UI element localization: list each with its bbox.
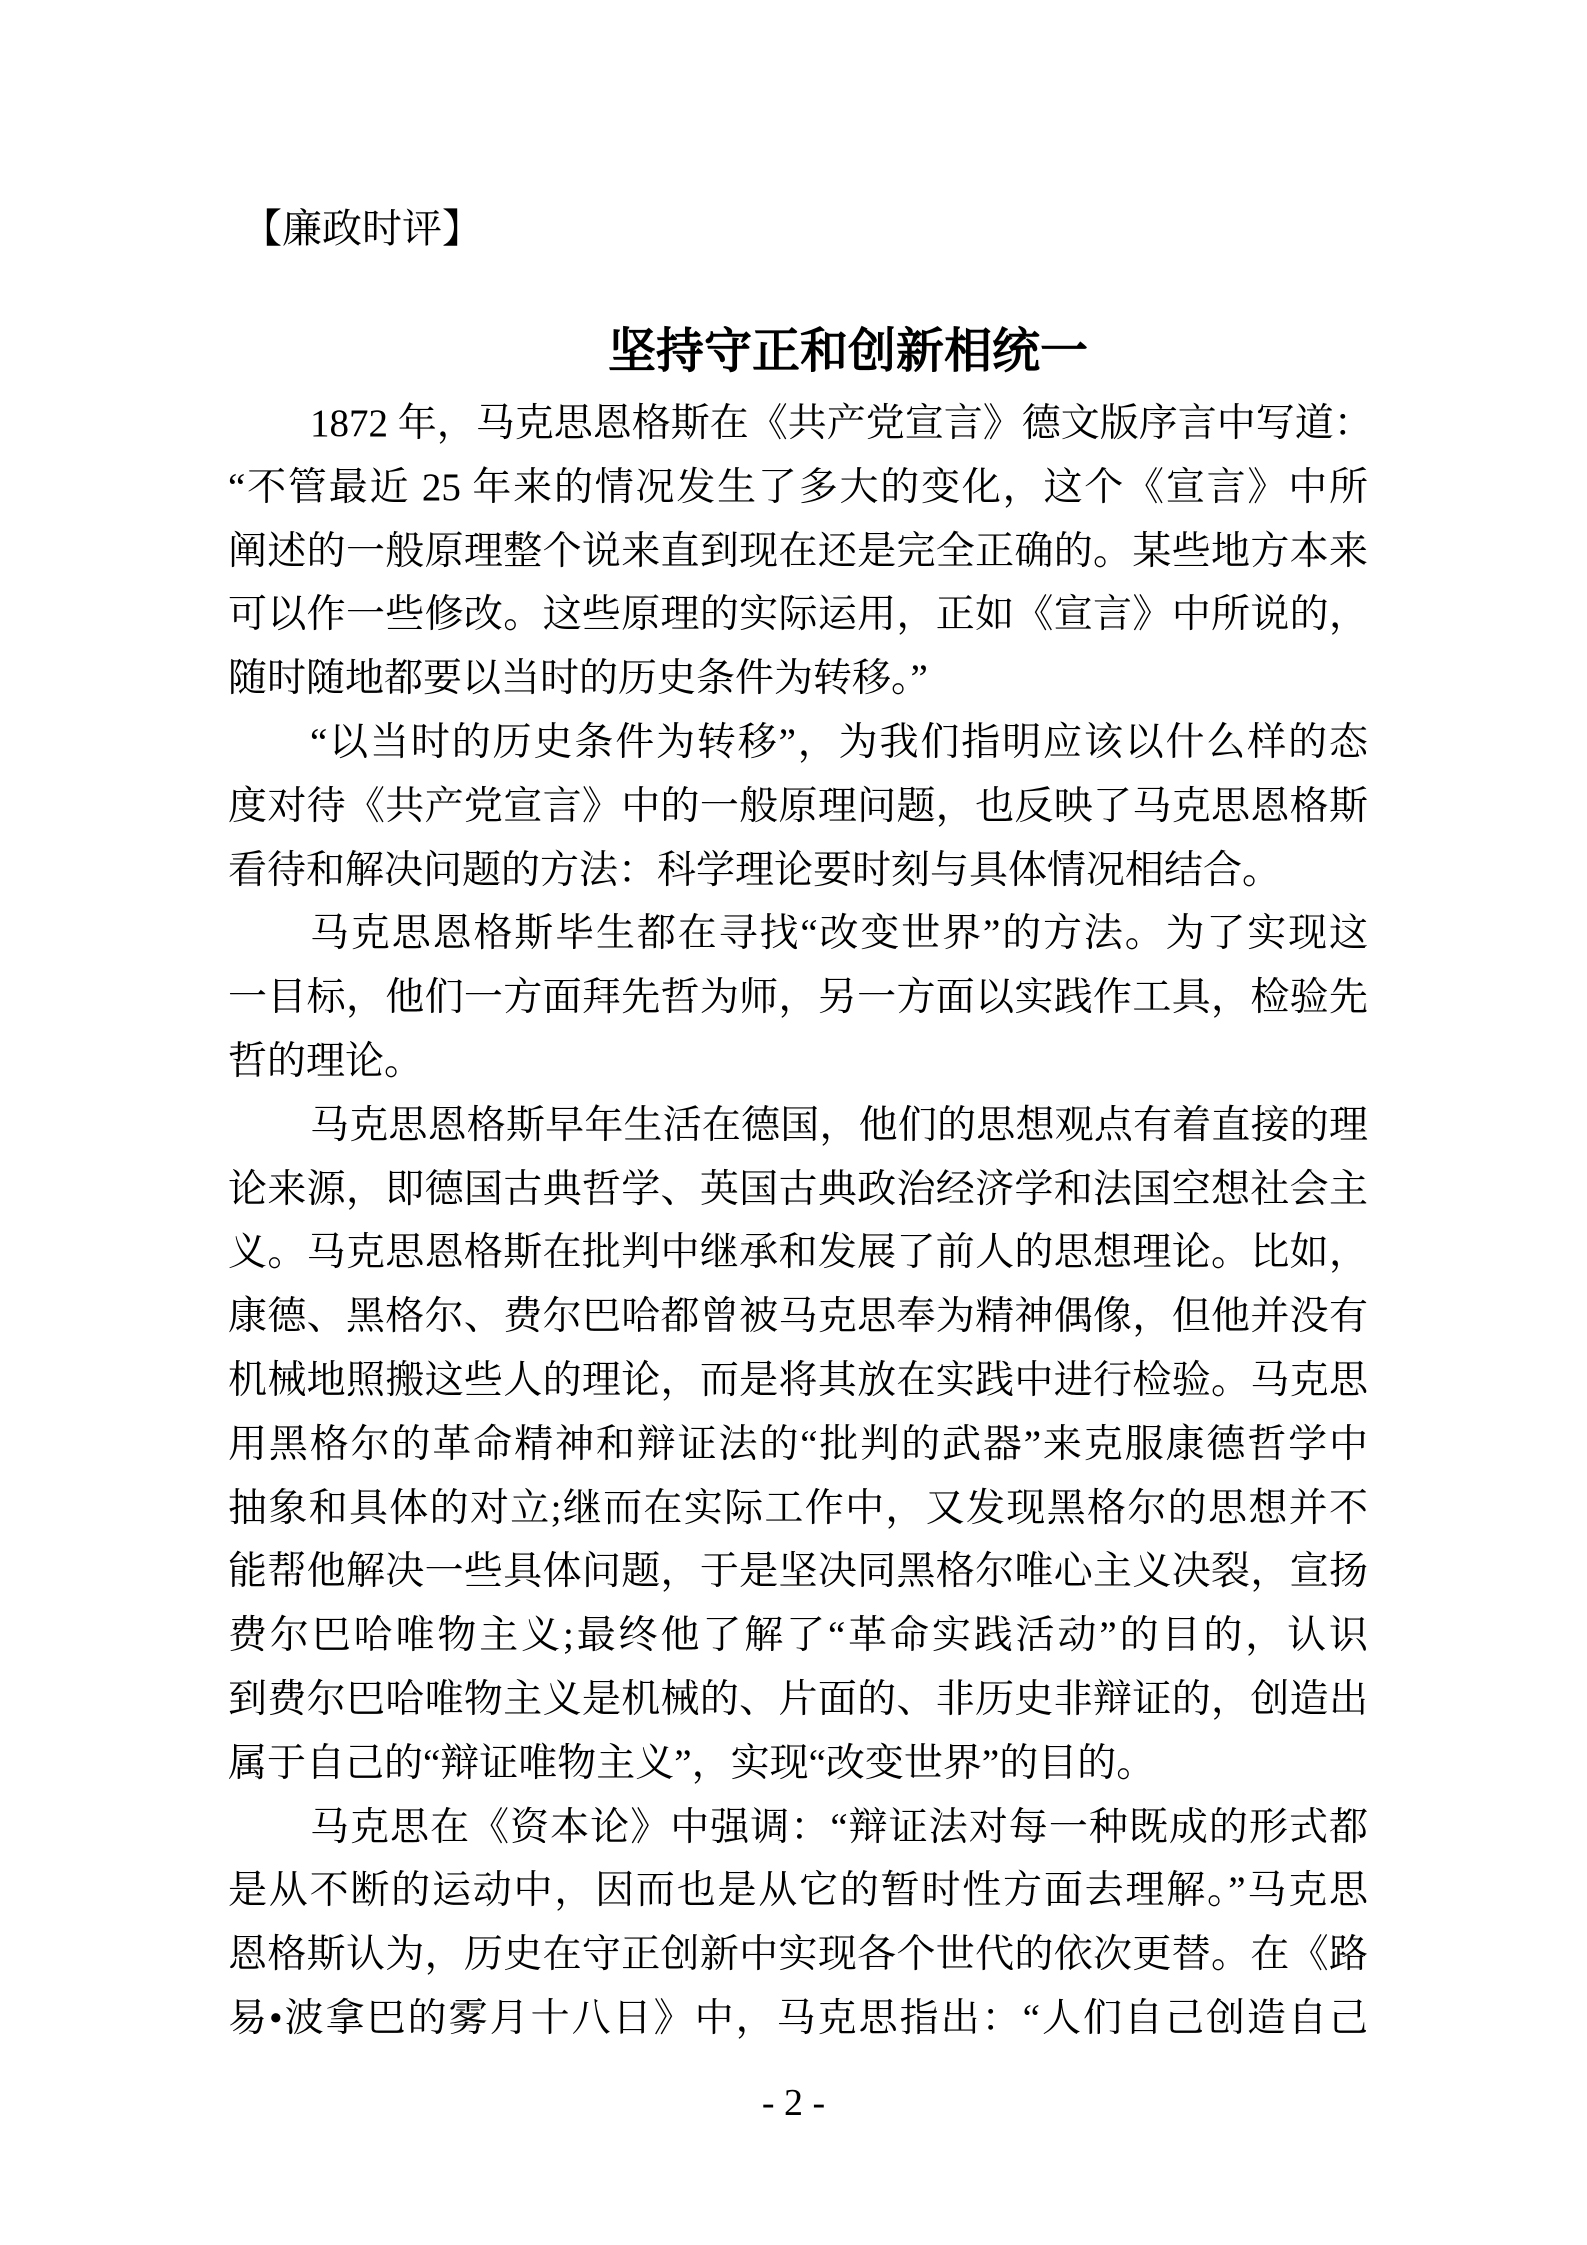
text-line: 度对待《共产党宣言》中的一般原理问题，也反映了马克思恩格斯	[228, 784, 1368, 828]
text-line: 可以作一些修改。这些原理的实际运用，正如《宣言》中所说的，	[228, 593, 1368, 637]
text-line: 哲的理论。	[228, 1039, 424, 1083]
text-line: 用黑格尔的革命精神和辩证法的“批判的武器”来克服康德哲学中	[228, 1422, 1368, 1466]
text-line: 一目标，他们一方面拜先哲为师，另一方面以实践作工具，检验先	[228, 976, 1368, 1020]
document-body	[228, 392, 1373, 2051]
text-line: 马克思恩格斯早年生活在德国，他们的思想观点有着直接的理	[310, 1103, 1368, 1147]
text-line: 属于自己的“辩证唯物主义”，实现“改变世界”的目的。	[228, 1741, 1156, 1785]
text-line: 义。马克思恩格斯在批判中继承和发展了前人的思想理论。比如，	[228, 1231, 1368, 1275]
text-line: 恩格斯认为，历史在守正创新中实现各个世代的依次更替。在《路	[228, 1933, 1368, 1977]
text-line: 机械地照搬这些人的理论，而是将其放在实践中进行检验。马克思	[228, 1358, 1368, 1402]
paragraph	[228, 1094, 1368, 1796]
section-label: 【廉政时评】	[242, 206, 482, 251]
document-title: 坚持守正和创新相统一	[607, 325, 1088, 378]
text-line: 康德、黑格尔、费尔巴哈都曾被马克思奉为精神偶像，但他并没有	[228, 1295, 1368, 1339]
text-line: “以当时的历史条件为转移”，为我们指明应该以什么样的态	[310, 720, 1368, 764]
text-line: 随时随地都要以当时的历史条件为转移。”	[228, 657, 928, 701]
text-line: 看待和解决问题的方法：科学理论要时刻与具体情况相结合。	[228, 848, 1282, 892]
text-line: 费尔巴哈唯物主义;最终他了解了“革命实践活动”的目的，认识	[228, 1614, 1368, 1658]
text-line: 到费尔巴哈唯物主义是机械的、片面的、非历史非辩证的，创造出	[228, 1677, 1368, 1721]
text-line: 易•波拿巴的雾月十八日》中，马克思指出：“人们自己创造自己	[228, 1996, 1368, 2040]
paragraph	[228, 711, 1368, 902]
text-line: 是从不断的运动中，因而也是从它的暂时性方面去理解。”马克思	[228, 1869, 1368, 1913]
paragraph	[228, 902, 1368, 1093]
text-line: 抽象和具体的对立;继而在实际工作中，又发现黑格尔的思想并不	[228, 1486, 1368, 1530]
text-line: 1872 年，马克思恩格斯在《共产党宣言》德文版序言中写道：	[310, 402, 1373, 445]
text-line: 论来源，即德国古典哲学、英国古典政治经济学和法国空想社会主	[228, 1167, 1368, 1211]
page-number: - 2 -	[761, 2082, 826, 2124]
text-line: 马克思在《资本论》中强调：“辩证法对每一种既成的形式都	[310, 1805, 1368, 1849]
paragraph	[228, 392, 1373, 711]
text-line: 马克思恩格斯毕生都在寻找“改变世界”的方法。为了实现这	[310, 912, 1368, 956]
text-line: 能帮他解决一些具体问题，于是坚决同黑格尔唯心主义决裂，宣扬	[228, 1550, 1368, 1594]
text-line: “不管最近 25 年来的情况发生了多大的变化，这个《宣言》中所	[228, 465, 1368, 509]
text-line: 阐述的一般原理整个说来直到现在还是完全正确的。某些地方本来	[228, 529, 1368, 573]
paragraph	[228, 1796, 1368, 2051]
